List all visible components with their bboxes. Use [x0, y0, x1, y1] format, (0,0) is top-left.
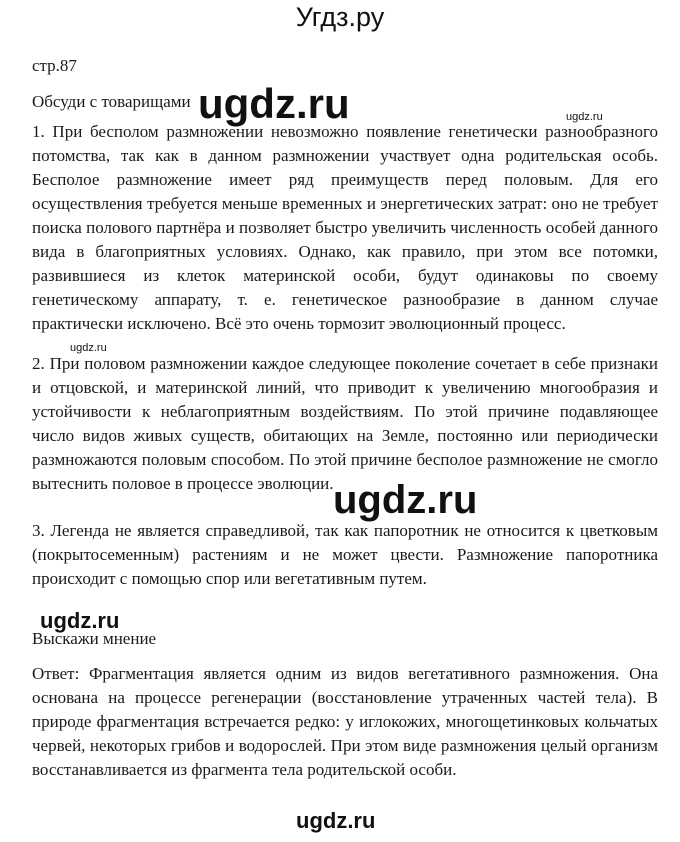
- answer-paragraph-2: 2. При половом размножении каждое следующее поколение сочетает в себе признаки и отцовской, и материнской линий, что приводит к увеличению многообразия и устойчивости к неблагоприятным воздействиям. По этой причине подавляющее число видов живых существ, обитающих на Земле, постоянно или периодически размножаются половым способом. По этой причине бесполое размножение не смогло вытеснить половое в процессе эволюции.: [32, 354, 658, 493]
- watermark: ugdz.ru: [566, 111, 603, 123]
- watermark: ugdz.ru: [333, 478, 478, 522]
- opinion-answer-paragraph: Ответ: Фрагментация является одним из видов вегетативного размножения. Она основана на процессе регенерации (восстановление утраченных частей тела). В природе фрагментация встречается редко: у иглокожих, многощетинковых кольчатых червей, некоторых грибов и водорослей. При этом виде размножения целый организм восстанавливается из фрагмента тела родительской особи.: [32, 664, 658, 779]
- section-heading-discuss: Обсуди с товарищами: [32, 92, 191, 111]
- answer-paragraph-3: 3. Легенда не является справедливой, так как папоротник не относится к цветковым (покрытосеменным) растениям и не может цвести. Размножение папоротника происходит с помощью спор или вегетативным путем.: [32, 521, 658, 588]
- watermark: ugdz.ru: [40, 608, 120, 633]
- watermark: ugdz.ru: [70, 342, 107, 354]
- answer-paragraph-1: 1. При бесполом размножении невозможно появление генетически разнообразного потомства, так как в данном размножении участвует одна родительская особь. Бесполое размножение имеет ряд преимуществ перед половым. Для его осуществления требуется меньше временных и энергетических затрат: оно не требует поиска полового партнёра и позволяет быстро увеличить численность особей данного вида в благоприятных условиях. Однако, как правило, при этом все потомки, развившиеся из клеток материнской особи, будут одинаковы по своему генетическому аппарату, т. е. генетическое разнообразие в данном случае практически исключено. Всё это очень тормозит эволюционный процесс.: [32, 122, 658, 333]
- watermark: ugdz.ru: [296, 808, 376, 833]
- page-reference: стр.87: [32, 56, 77, 75]
- watermark: ugdz.ru: [198, 80, 350, 127]
- site-title: Угдз.ру: [295, 2, 385, 32]
- section-heading-opinion: Выскажи мнение: [32, 629, 157, 648]
